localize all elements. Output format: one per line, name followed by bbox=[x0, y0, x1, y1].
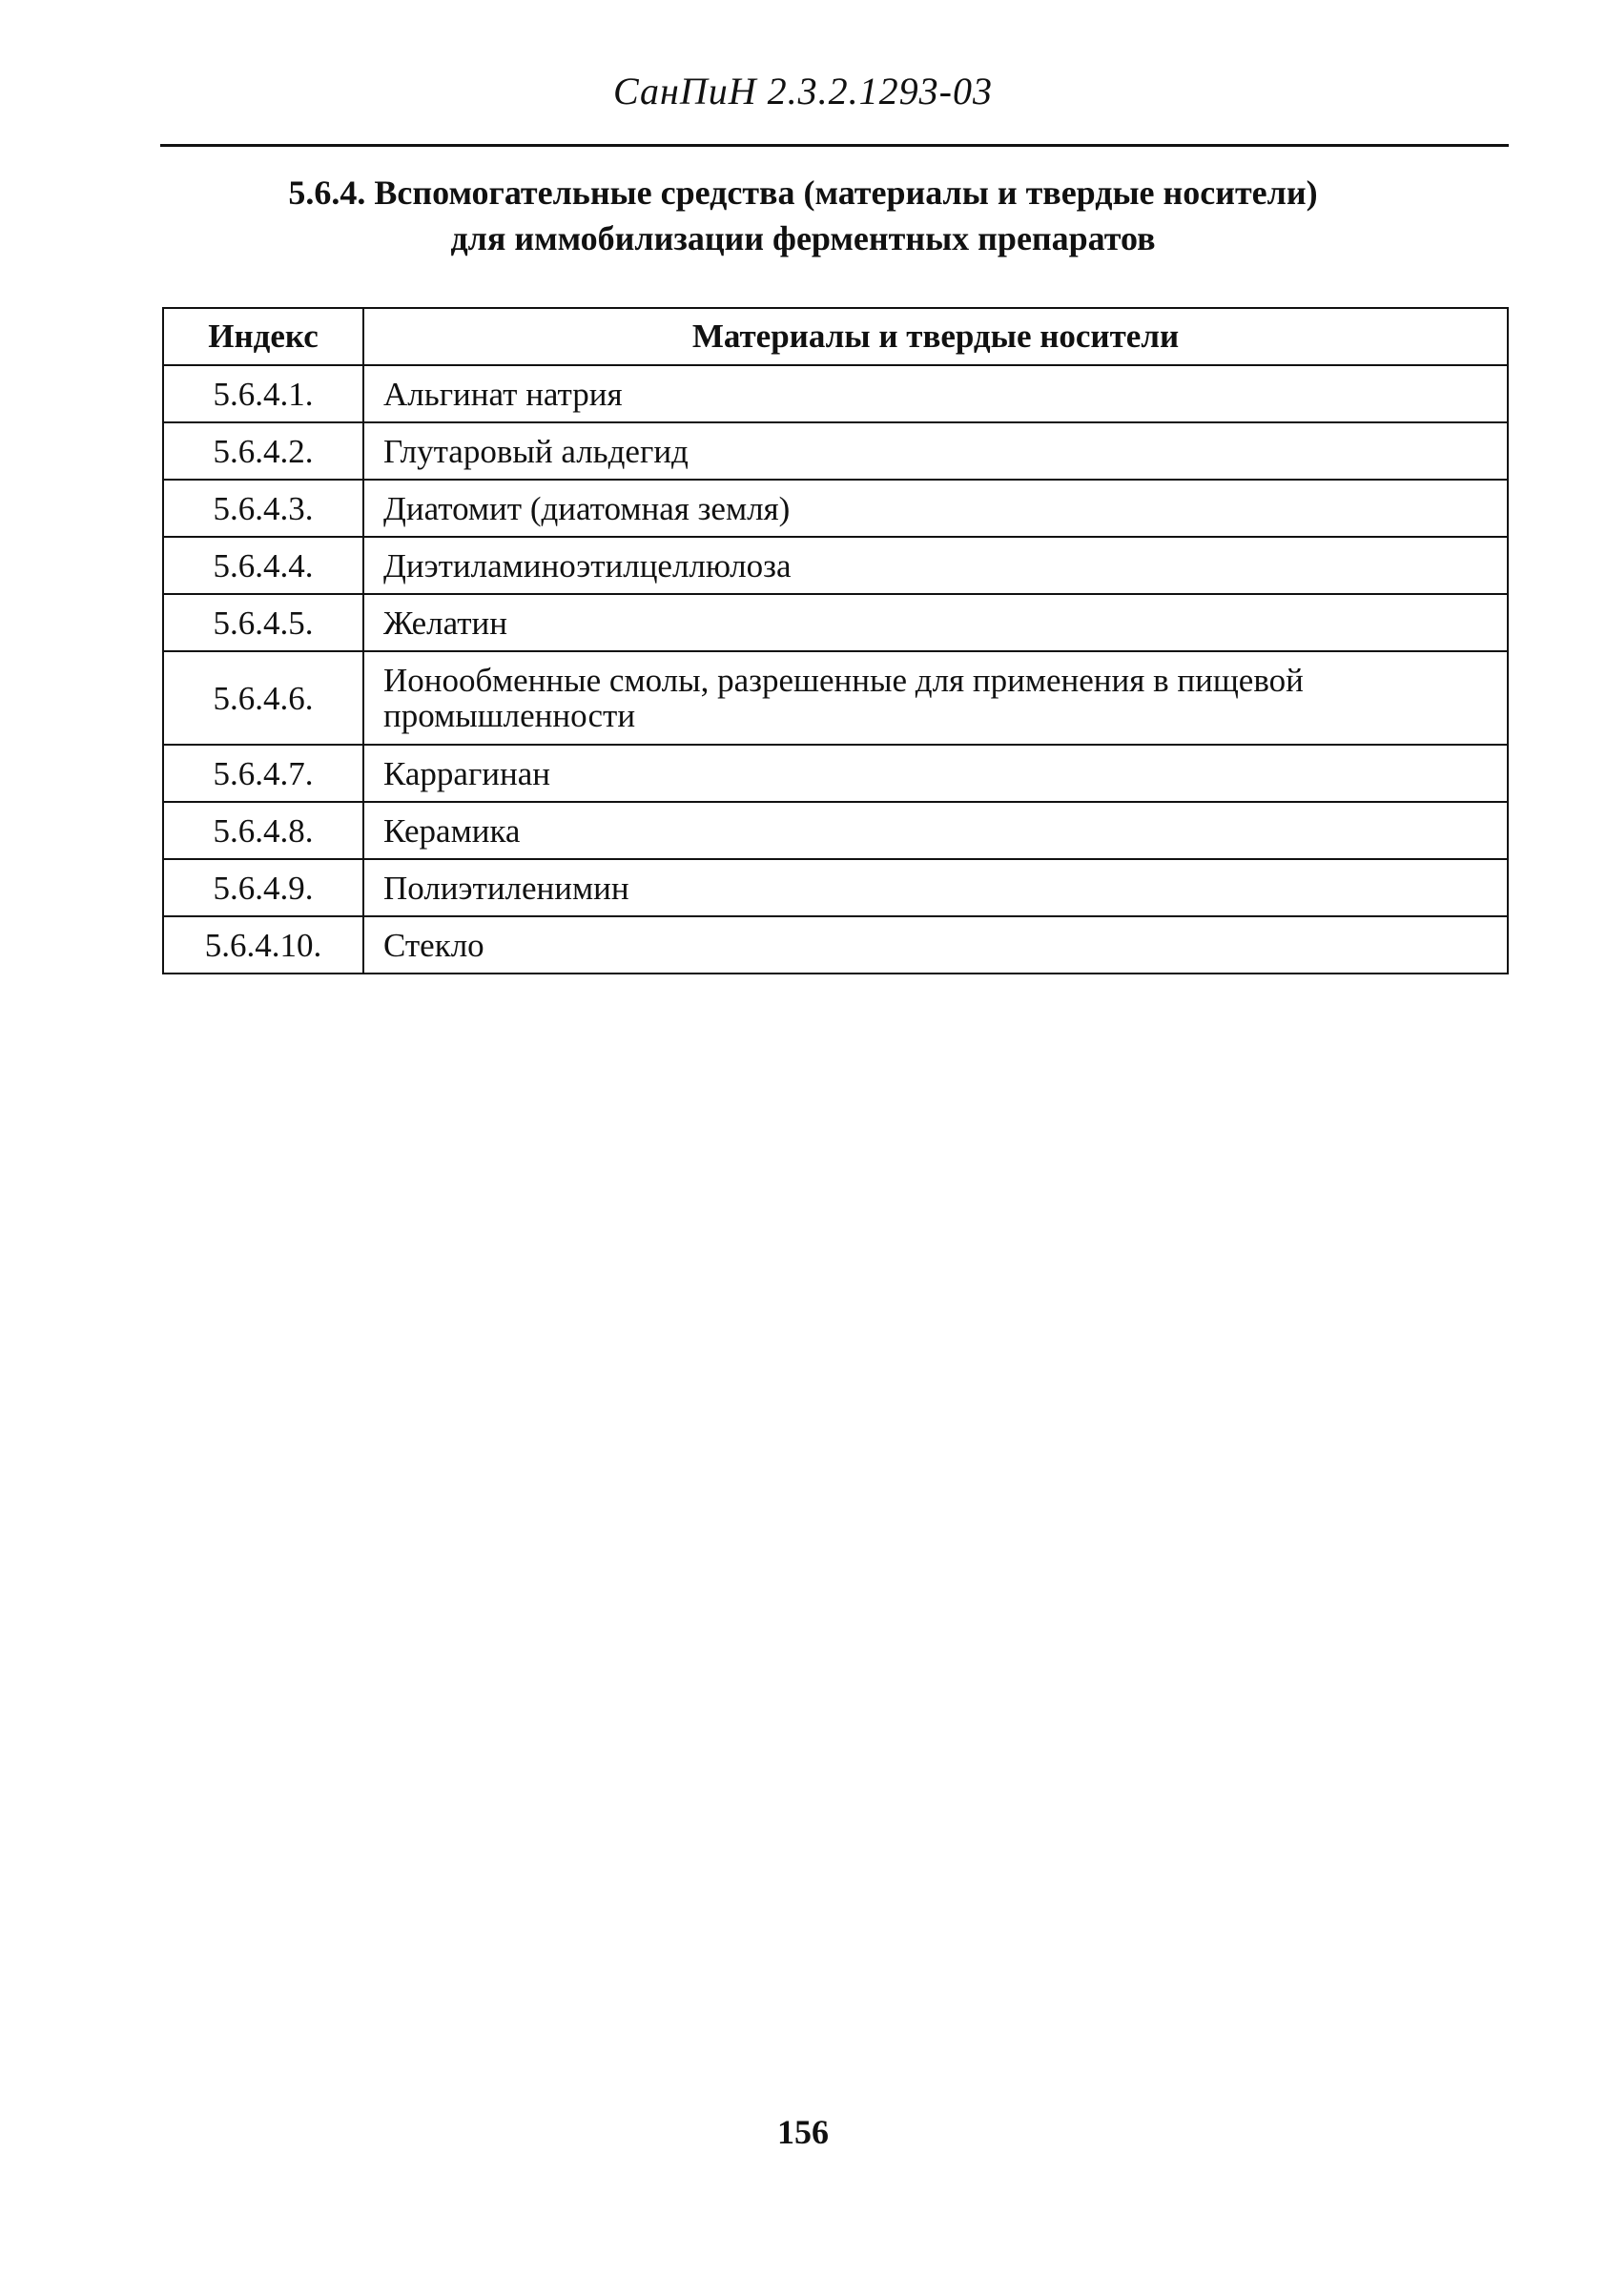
header-rule bbox=[160, 144, 1509, 147]
column-header-index: Индекс bbox=[163, 308, 363, 365]
row-material: Полиэтиленимин bbox=[363, 859, 1508, 916]
section-title-line-1: 5.6.4. Вспомогательные средства (материалы и твердые носители) bbox=[288, 174, 1318, 212]
materials-table bbox=[162, 307, 1509, 974]
row-index: 5.6.4.4. bbox=[163, 537, 363, 594]
table-row bbox=[163, 802, 1508, 859]
table-row bbox=[163, 537, 1508, 594]
row-material: Альгинат натрия bbox=[363, 365, 1508, 422]
table-header-row bbox=[163, 308, 1508, 365]
row-index: 5.6.4.6. bbox=[163, 651, 363, 745]
running-header: СанПиН 2.3.2.1293-03 bbox=[613, 70, 993, 113]
row-index: 5.6.4.7. bbox=[163, 745, 363, 802]
table-row bbox=[163, 745, 1508, 802]
table-row bbox=[163, 651, 1508, 745]
row-index: 5.6.4.2. bbox=[163, 422, 363, 480]
column-header-materials: Материалы и твердые носители bbox=[363, 308, 1508, 365]
page-number: 156 bbox=[777, 2113, 829, 2151]
table-row bbox=[163, 365, 1508, 422]
row-material: Желатин bbox=[363, 594, 1508, 651]
row-index: 5.6.4.10. bbox=[163, 916, 363, 974]
row-material: Стекло bbox=[363, 916, 1508, 974]
table-row bbox=[163, 916, 1508, 974]
table-row bbox=[163, 594, 1508, 651]
row-material: Диэтиламиноэтилцеллюлоза bbox=[363, 537, 1508, 594]
row-index: 5.6.4.8. bbox=[163, 802, 363, 859]
table-row bbox=[163, 480, 1508, 537]
row-index: 5.6.4.9. bbox=[163, 859, 363, 916]
row-material: Глутаровый альдегид bbox=[363, 422, 1508, 480]
row-index: 5.6.4.1. bbox=[163, 365, 363, 422]
row-material: Керамика bbox=[363, 802, 1508, 859]
row-index: 5.6.4.3. bbox=[163, 480, 363, 537]
row-index: 5.6.4.5. bbox=[163, 594, 363, 651]
table-row bbox=[163, 422, 1508, 480]
row-material: Диатомит (диатомная земля) bbox=[363, 480, 1508, 537]
section-title-line-2: для иммобилизации ферментных препаратов bbox=[450, 219, 1156, 257]
row-material: Ионообменные смолы, разрешенные для применения в пищевой промышленности bbox=[363, 651, 1508, 745]
row-material: Каррагинан bbox=[363, 745, 1508, 802]
section-title bbox=[0, 170, 1606, 261]
table-row bbox=[163, 859, 1508, 916]
